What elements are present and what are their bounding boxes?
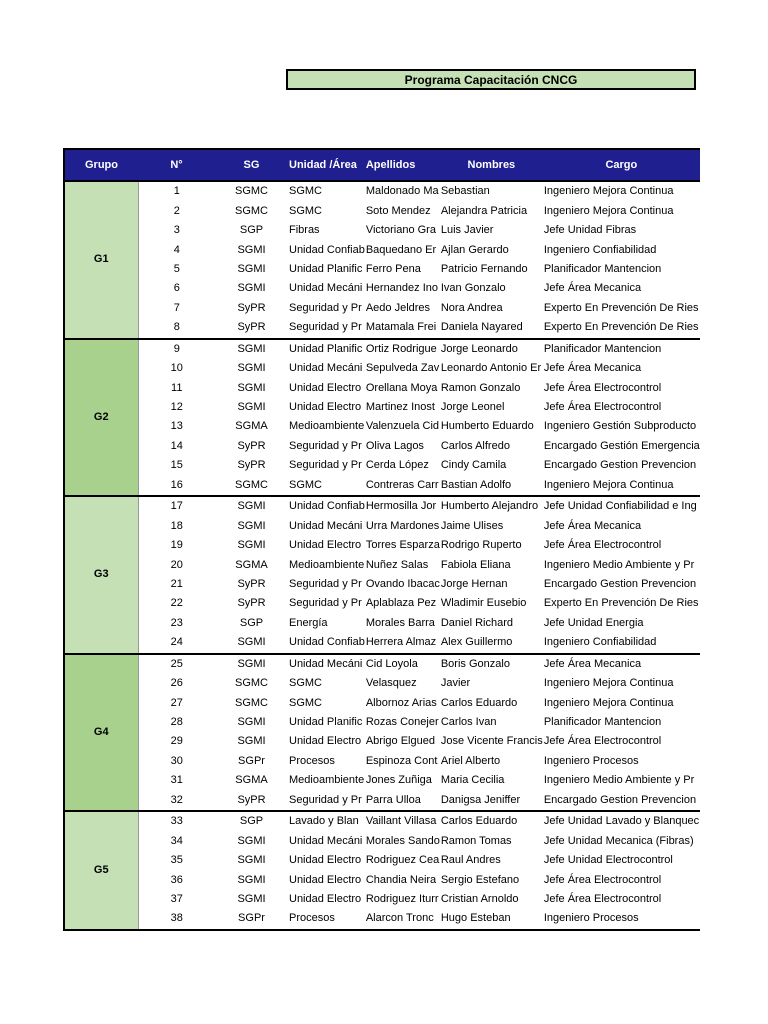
table-row <box>64 221 700 240</box>
cell-nombres[interactable]: Carlos Eduardo <box>440 696 518 709</box>
table-row <box>64 279 700 298</box>
cell-nombres[interactable]: Alex Guillermo <box>440 636 513 649</box>
cell-apellidos[interactable]: Hermosilla Jor <box>365 496 440 516</box>
cell-unidad[interactable]: Procesos <box>288 909 365 929</box>
row-number[interactable]: 31 <box>170 774 183 787</box>
cell-nombres[interactable]: Fabiola Eliana <box>440 558 511 571</box>
row-number[interactable]: 15 <box>170 459 183 472</box>
cell-nombres[interactable]: Jorge Leonel <box>440 401 505 414</box>
table-row <box>64 378 700 397</box>
cell-cargo[interactable]: Encargado Gestion Prevencion <box>543 577 697 590</box>
cell-sg[interactable]: SGMI <box>237 892 266 905</box>
row-number[interactable]: 16 <box>170 478 183 491</box>
row-number[interactable]: 5 <box>173 262 180 275</box>
cell-unidad[interactable]: Unidad Planific <box>289 262 363 275</box>
cell-nombres[interactable]: Alejandra Patricia <box>440 204 528 217</box>
row-number[interactable]: 35 <box>170 854 183 867</box>
cell-apellidos[interactable]: Oliva Lagos <box>365 439 424 452</box>
cell-sg[interactable]: SGMI <box>237 636 266 649</box>
cell-sg[interactable]: SyPR <box>237 577 266 590</box>
cell-sg[interactable]: SGMI <box>215 339 288 359</box>
row-number[interactable]: 25 <box>138 654 215 674</box>
row-number[interactable]: 13 <box>170 420 183 433</box>
cell-unidad[interactable]: Seguridad y Pr <box>289 439 362 452</box>
cell-nombres[interactable]: Ramon Tomas <box>440 834 512 847</box>
cell-apellidos[interactable]: Sepulveda Zav <box>365 362 440 375</box>
row-number[interactable]: 7 <box>173 301 180 314</box>
cell-unidad[interactable]: Unidad Mecáni <box>289 282 363 295</box>
row-number[interactable]: 19 <box>170 539 183 552</box>
row-number[interactable]: 26 <box>170 677 183 690</box>
cell-sg[interactable]: SGMI <box>237 282 266 295</box>
cell-cargo[interactable]: Jefe Unidad Energia <box>543 616 644 629</box>
table-body <box>64 181 700 930</box>
row-number[interactable]: 21 <box>170 577 183 590</box>
cell-sg[interactable]: SGMI <box>237 362 266 375</box>
cell-nombres[interactable]: Cindy Camila <box>440 459 507 472</box>
cell-unidad[interactable]: Energía <box>289 616 328 629</box>
table-row <box>64 437 700 456</box>
row-number[interactable]: 24 <box>170 636 183 649</box>
cell-nombres[interactable]: Javier <box>440 677 471 690</box>
cell-nombres[interactable]: Humberto Eduardo <box>440 420 534 433</box>
table-row <box>64 870 700 889</box>
table-row <box>64 594 700 613</box>
cell-unidad[interactable]: Unidad Confiab <box>289 636 365 649</box>
row-number[interactable]: 3 <box>173 224 180 237</box>
row-number[interactable]: 4 <box>173 243 180 256</box>
table-row <box>64 791 700 811</box>
cell-apellidos[interactable]: Torres Esparza <box>365 539 440 552</box>
cell-cargo[interactable]: Jefe Unidad Confiabilidad e Ing <box>543 496 700 516</box>
cell-sg[interactable]: SGMC <box>235 204 268 217</box>
row-number[interactable]: 12 <box>170 401 183 414</box>
table-row <box>64 398 700 417</box>
cell-cargo[interactable]: Jefe Área Electrocontrol <box>543 401 662 414</box>
cell-sg[interactable]: SGMI <box>237 401 266 414</box>
cell-cargo[interactable]: Jefe Área Electrocontrol <box>543 539 662 552</box>
cell-nombres[interactable]: Jaime Ulises <box>440 519 504 532</box>
row-number[interactable]: 37 <box>170 892 183 905</box>
cell-unidad[interactable]: Unidad Electro <box>289 401 362 414</box>
cell-unidad[interactable]: Unidad Mecáni <box>289 362 363 375</box>
table-row <box>64 456 700 475</box>
cell-cargo[interactable]: Jefe Unidad Lavado y Blanquec <box>543 811 700 831</box>
cell-apellidos[interactable]: Albornoz Arias <box>365 696 437 709</box>
table-row <box>64 555 700 574</box>
cell-apellidos[interactable]: Jones Zuñiga <box>365 774 432 787</box>
cell-apellidos[interactable]: Orellana Moya <box>365 381 438 394</box>
cell-nombres[interactable]: Nora Andrea <box>440 301 503 314</box>
cell-cargo[interactable]: Ingeniero Mejora Continua <box>543 677 674 690</box>
row-number[interactable]: 1 <box>138 181 215 201</box>
cell-cargo[interactable]: Encargado Gestion Prevencion <box>543 459 697 472</box>
cell-nombres[interactable]: Hugo Esteban <box>440 909 543 929</box>
table-row <box>64 181 700 201</box>
table-row <box>64 536 700 555</box>
cell-unidad[interactable]: Unidad Confiab <box>289 243 365 256</box>
cell-cargo[interactable]: Encargado Gestion Prevencion <box>543 793 697 806</box>
cell-cargo[interactable]: Planificador Mantencion <box>543 262 662 275</box>
cell-nombres[interactable]: Danigsa Jeniffer <box>440 793 521 806</box>
cell-apellidos[interactable]: Maldonado Ma <box>365 181 440 201</box>
row-number[interactable]: 28 <box>170 716 183 729</box>
table-row <box>64 674 700 693</box>
cell-apellidos[interactable]: Soto Mendez <box>365 204 431 217</box>
table-row <box>64 654 700 674</box>
cell-unidad[interactable]: Medioambiente <box>289 420 365 433</box>
cell-sg[interactable]: SyPR <box>237 597 266 610</box>
cell-apellidos[interactable]: Martinez Inost <box>365 401 435 414</box>
cell-cargo[interactable]: Experto En Prevención De Ries <box>543 301 699 314</box>
cell-cargo[interactable]: Ingeniero Confiabilidad <box>543 636 657 649</box>
row-number[interactable]: 22 <box>170 597 183 610</box>
cell-sg[interactable]: SGMI <box>237 834 266 847</box>
table-row <box>64 359 700 378</box>
cell-unidad[interactable]: Unidad Mecáni <box>289 519 363 532</box>
cell-unidad[interactable]: Unidad Electro <box>289 854 362 867</box>
table-row <box>64 831 700 850</box>
row-number[interactable]: 6 <box>173 282 180 295</box>
cell-apellidos[interactable]: Contreras Carr <box>365 478 439 491</box>
cell-apellidos[interactable]: Espinoza Cont <box>365 754 438 767</box>
cell-cargo[interactable]: Ingeniero Mejora Continua <box>543 696 674 709</box>
row-number[interactable]: 8 <box>173 321 180 334</box>
cell-unidad[interactable]: Seguridad y Pr <box>289 577 362 590</box>
cell-cargo[interactable]: Experto En Prevención De Ries <box>543 597 699 610</box>
group-cell[interactable]: G3 <box>64 496 138 654</box>
table-row <box>64 299 700 318</box>
table-row <box>64 339 700 359</box>
cell-unidad[interactable]: Unidad Confiab <box>288 496 365 516</box>
cell-nombres[interactable]: Leonardo Antonio Er <box>440 362 542 375</box>
cell-apellidos[interactable]: Nuñez Salas <box>365 558 429 571</box>
row-number[interactable]: 36 <box>170 873 183 886</box>
cell-sg[interactable]: SGMI <box>237 873 266 886</box>
table-row <box>64 201 700 220</box>
row-number[interactable]: 20 <box>170 558 183 571</box>
table-row <box>64 732 700 751</box>
cell-sg[interactable]: SGMI <box>237 539 266 552</box>
cell-nombres[interactable]: Maria Cecilia <box>440 774 505 787</box>
table-row <box>64 318 700 338</box>
cell-nombres[interactable]: Luis Javier <box>440 224 494 237</box>
cell-sg[interactable]: SyPR <box>237 301 266 314</box>
cell-unidad[interactable]: SGMC <box>289 478 322 491</box>
group-cell[interactable]: G4 <box>64 654 138 812</box>
cell-unidad[interactable]: Seguridad y Pr <box>289 597 362 610</box>
cell-apellidos[interactable]: Victoriano Gra <box>365 224 436 237</box>
cell-sg[interactable]: SyPR <box>237 321 266 334</box>
table-row <box>64 909 700 929</box>
cell-cargo[interactable]: Planificador Mantencion <box>543 716 662 729</box>
cell-sg[interactable]: SGP <box>215 811 288 831</box>
cell-cargo[interactable]: Jefe Área Electrocontrol <box>543 735 662 748</box>
cell-apellidos[interactable]: Morales Barra <box>365 616 435 629</box>
row-number[interactable]: 9 <box>138 339 215 359</box>
cell-nombres[interactable]: Ivan Gonzalo <box>440 282 506 295</box>
row-number[interactable]: 29 <box>170 735 183 748</box>
cell-cargo[interactable]: Experto En Prevención De Ries <box>543 321 699 334</box>
cell-unidad[interactable]: Seguridad y Pr <box>289 301 362 314</box>
cell-sg[interactable]: SGMI <box>237 243 266 256</box>
table-row <box>64 417 700 436</box>
cell-apellidos[interactable]: Cid Loyola <box>365 654 440 674</box>
cell-sg[interactable]: SGPr <box>238 754 265 767</box>
cell-cargo[interactable]: Ingeniero Procesos <box>543 754 639 767</box>
cell-apellidos[interactable]: Cerda López <box>365 459 429 472</box>
cell-apellidos[interactable]: Rodriguez Iturr <box>365 892 439 905</box>
table-row <box>64 633 700 653</box>
cell-unidad[interactable]: Unidad Electro <box>289 735 362 748</box>
cell-apellidos[interactable]: Velasquez <box>365 677 417 690</box>
cell-sg[interactable]: SGMC <box>235 478 268 491</box>
group-cell[interactable]: G5 <box>64 811 138 930</box>
table-row <box>64 260 700 279</box>
cell-cargo[interactable]: Encargado Gestión Emergencia <box>543 439 700 452</box>
cell-apellidos[interactable]: Hernandez Ino <box>365 282 439 295</box>
cell-sg[interactable]: SyPR <box>237 793 266 806</box>
cell-sg[interactable]: SGMA <box>235 774 268 787</box>
cell-nombres[interactable]: Jorge Hernan <box>440 577 508 590</box>
training-table <box>63 148 700 931</box>
cell-unidad[interactable]: Seguridad y Pr <box>289 459 362 472</box>
row-number[interactable]: 10 <box>170 362 183 375</box>
cell-sg[interactable]: SGP <box>239 616 264 629</box>
cell-cargo[interactable]: Ingeniero Procesos <box>543 909 700 929</box>
cell-nombres[interactable]: Boris Gonzalo <box>440 654 543 674</box>
cell-cargo[interactable]: Ingeniero Confiabilidad <box>543 243 657 256</box>
cell-cargo[interactable]: Jefe Área Electrocontrol <box>543 381 662 394</box>
table-row <box>64 516 700 535</box>
cell-nombres[interactable]: Patricio Fernando <box>440 262 528 275</box>
cell-nombres[interactable]: Carlos Ivan <box>440 716 497 729</box>
cell-unidad[interactable]: SGMC <box>288 181 365 201</box>
table-row <box>64 752 700 771</box>
row-number[interactable]: 32 <box>170 793 183 806</box>
table-row <box>64 851 700 870</box>
cell-sg[interactable]: SyPR <box>237 459 266 472</box>
cell-unidad[interactable]: Unidad Electro <box>289 873 362 886</box>
cell-cargo[interactable]: Jefe Unidad Fibras <box>543 224 637 237</box>
row-number[interactable]: 23 <box>170 616 183 629</box>
table-row <box>64 811 700 831</box>
cell-nombres[interactable]: Ajlan Gerardo <box>440 243 509 256</box>
cell-sg[interactable]: SGMC <box>215 181 288 201</box>
cell-cargo[interactable]: Ingeniero Medio Ambiente y Pr <box>543 558 695 571</box>
header-apellidos[interactable]: Apellidos <box>365 149 440 181</box>
cell-unidad[interactable]: Procesos <box>289 754 335 767</box>
cell-nombres[interactable]: Rodrigo Ruperto <box>440 539 522 552</box>
row-number[interactable]: 2 <box>173 204 180 217</box>
cell-unidad[interactable]: SGMC <box>289 677 322 690</box>
header-nombres[interactable]: Nombres <box>440 149 543 181</box>
cell-unidad[interactable]: SGMC <box>289 204 322 217</box>
cell-cargo[interactable]: Ingeniero Gestión Subproducto <box>543 420 697 433</box>
cell-sg[interactable]: SGMI <box>237 519 266 532</box>
cell-apellidos[interactable]: Matamala Frei <box>365 321 437 334</box>
cell-nombres[interactable]: Daniela Nayared <box>440 321 523 334</box>
cell-apellidos[interactable]: Rodriguez Cea <box>365 854 440 867</box>
table-row <box>64 496 700 516</box>
cell-sg[interactable]: SGMA <box>235 558 268 571</box>
cell-apellidos[interactable]: Herrera Almaz <box>365 636 437 649</box>
group-cell[interactable]: G2 <box>64 339 138 497</box>
cell-cargo[interactable]: Jefe Unidad Mecanica (Fibras) <box>543 834 694 847</box>
cell-apellidos[interactable]: Alarcon Tronc <box>365 909 440 929</box>
cell-apellidos[interactable]: Rozas Conejer <box>365 716 439 729</box>
row-number[interactable]: 34 <box>170 834 183 847</box>
cell-cargo[interactable]: Jefe Área Mecanica <box>543 654 700 674</box>
row-number[interactable]: 27 <box>170 696 183 709</box>
row-number[interactable]: 17 <box>138 496 215 516</box>
cell-nombres[interactable]: Cristian Arnoldo <box>440 892 519 905</box>
cell-apellidos[interactable]: Vaillant Villasa <box>365 811 440 831</box>
cell-nombres[interactable]: Wladimir Eusebio <box>440 597 527 610</box>
row-number[interactable]: 30 <box>170 754 183 767</box>
cell-apellidos[interactable]: Chandia Neira <box>365 873 437 886</box>
cell-unidad[interactable]: Medioambiente <box>289 774 365 787</box>
table-row <box>64 476 700 496</box>
cell-cargo[interactable]: Jefe Área Electrocontrol <box>543 873 662 886</box>
cell-sg[interactable]: SGP <box>239 224 264 237</box>
cell-sg[interactable]: SyPR <box>237 439 266 452</box>
cell-sg[interactable]: SGMI <box>237 381 266 394</box>
cell-cargo[interactable]: Jefe Área Electrocontrol <box>543 892 662 905</box>
table-row <box>64 575 700 594</box>
cell-sg[interactable]: SGPr <box>215 909 288 929</box>
cell-sg[interactable]: SGMC <box>235 677 268 690</box>
table-row <box>64 693 700 712</box>
cell-unidad[interactable]: Medioambiente <box>289 558 365 571</box>
row-number[interactable]: 11 <box>171 381 183 394</box>
cell-unidad[interactable]: Unidad Mecáni <box>288 654 365 674</box>
cell-sg[interactable]: SGMI <box>237 716 266 729</box>
cell-cargo[interactable]: Planificador Mantencion <box>543 339 700 359</box>
cell-cargo[interactable]: Ingeniero Mejora Continua <box>543 181 700 201</box>
header-row <box>64 149 700 181</box>
cell-sg[interactable]: SGMI <box>237 735 266 748</box>
table-row <box>64 771 700 790</box>
cell-apellidos[interactable]: Aplablaza Pez <box>365 597 437 610</box>
cell-apellidos[interactable]: Abrigo Elgued <box>365 735 435 748</box>
cell-unidad[interactable]: Unidad Electro <box>289 381 362 394</box>
cell-unidad[interactable]: Unidad Electro <box>289 892 362 905</box>
cell-nombres[interactable]: Sebastian <box>440 181 543 201</box>
cell-cargo[interactable]: Ingeniero Medio Ambiente y Pr <box>543 774 695 787</box>
cell-nombres[interactable]: Daniel Richard <box>440 616 513 629</box>
cell-nombres[interactable]: Humberto Alejandro <box>440 496 543 516</box>
cell-apellidos[interactable]: Parra Ulloa <box>365 793 421 806</box>
cell-apellidos[interactable]: Ortiz Rodrigue <box>365 339 440 359</box>
group-cell[interactable]: G1 <box>64 181 138 339</box>
header-cargo[interactable]: Cargo <box>543 149 700 181</box>
cell-sg[interactable]: SGMI <box>237 854 266 867</box>
cell-cargo[interactable]: Ingeniero Mejora Continua <box>543 204 674 217</box>
cell-unidad[interactable]: Unidad Planific <box>288 339 365 359</box>
cell-nombres[interactable]: Ramon Gonzalo <box>440 381 521 394</box>
cell-cargo[interactable]: Jefe Área Mecanica <box>543 282 642 295</box>
cell-apellidos[interactable]: Morales Sando <box>365 834 440 847</box>
cell-unidad[interactable]: Fibras <box>289 224 320 237</box>
row-number[interactable]: 38 <box>138 909 215 929</box>
row-number[interactable]: 33 <box>138 811 215 831</box>
cell-nombres[interactable]: Carlos Alfredo <box>440 439 510 452</box>
cell-apellidos[interactable]: Urra Mardones <box>365 519 440 532</box>
cell-sg[interactable]: SGMI <box>215 496 288 516</box>
cell-unidad[interactable]: Unidad Mecáni <box>289 834 363 847</box>
cell-apellidos[interactable]: Ferro Pena <box>365 262 421 275</box>
header-sg[interactable]: SG <box>215 149 288 181</box>
cell-unidad[interactable]: Lavado y Blan <box>288 811 365 831</box>
cell-apellidos[interactable]: Ovando Ibacac <box>365 577 440 590</box>
cell-unidad[interactable]: Seguridad y Pr <box>289 321 362 334</box>
cell-sg[interactable]: SGMC <box>235 696 268 709</box>
cell-sg[interactable]: SGMI <box>237 262 266 275</box>
cell-nombres[interactable]: Jose Vicente Francis <box>440 735 543 748</box>
cell-apellidos[interactable]: Baquedano Er <box>365 243 437 256</box>
cell-cargo[interactable]: Jefe Área Mecanica <box>543 519 642 532</box>
cell-cargo[interactable]: Jefe Unidad Electrocontrol <box>543 854 673 867</box>
cell-sg[interactable]: SGMA <box>235 420 268 433</box>
cell-nombres[interactable]: Jorge Leonardo <box>440 339 543 359</box>
cell-nombres[interactable]: Sergio Estefano <box>440 873 520 886</box>
cell-apellidos[interactable]: Valenzuela Cid <box>365 420 440 433</box>
table-row <box>64 614 700 633</box>
cell-nombres[interactable]: Carlos Eduardo <box>440 811 543 831</box>
table-row <box>64 713 700 732</box>
table-row <box>64 890 700 909</box>
cell-nombres[interactable]: Bastian Adolfo <box>440 478 512 491</box>
cell-unidad[interactable]: Unidad Electro <box>289 539 362 552</box>
cell-cargo[interactable]: Jefe Área Mecanica <box>543 362 642 375</box>
cell-apellidos[interactable]: Aedo Jeldres <box>365 301 431 314</box>
cell-sg[interactable]: SGMI <box>215 654 288 674</box>
header-grupo[interactable]: Grupo <box>64 149 138 181</box>
header-numero[interactable]: N° <box>138 149 215 181</box>
cell-unidad[interactable]: Seguridad y Pr <box>289 793 362 806</box>
row-number[interactable]: 14 <box>170 439 183 452</box>
table-row <box>64 240 700 259</box>
page-title: Programa Capacitación CNCG <box>286 69 696 90</box>
cell-nombres[interactable]: Ariel Alberto <box>440 754 501 767</box>
header-unidad[interactable]: Unidad /Área <box>288 149 365 181</box>
cell-cargo[interactable]: Ingeniero Mejora Continua <box>543 478 674 491</box>
cell-nombres[interactable]: Raul Andres <box>440 854 501 867</box>
row-number[interactable]: 18 <box>170 519 183 532</box>
cell-unidad[interactable]: Unidad Planific <box>289 716 363 729</box>
cell-unidad[interactable]: SGMC <box>289 696 322 709</box>
